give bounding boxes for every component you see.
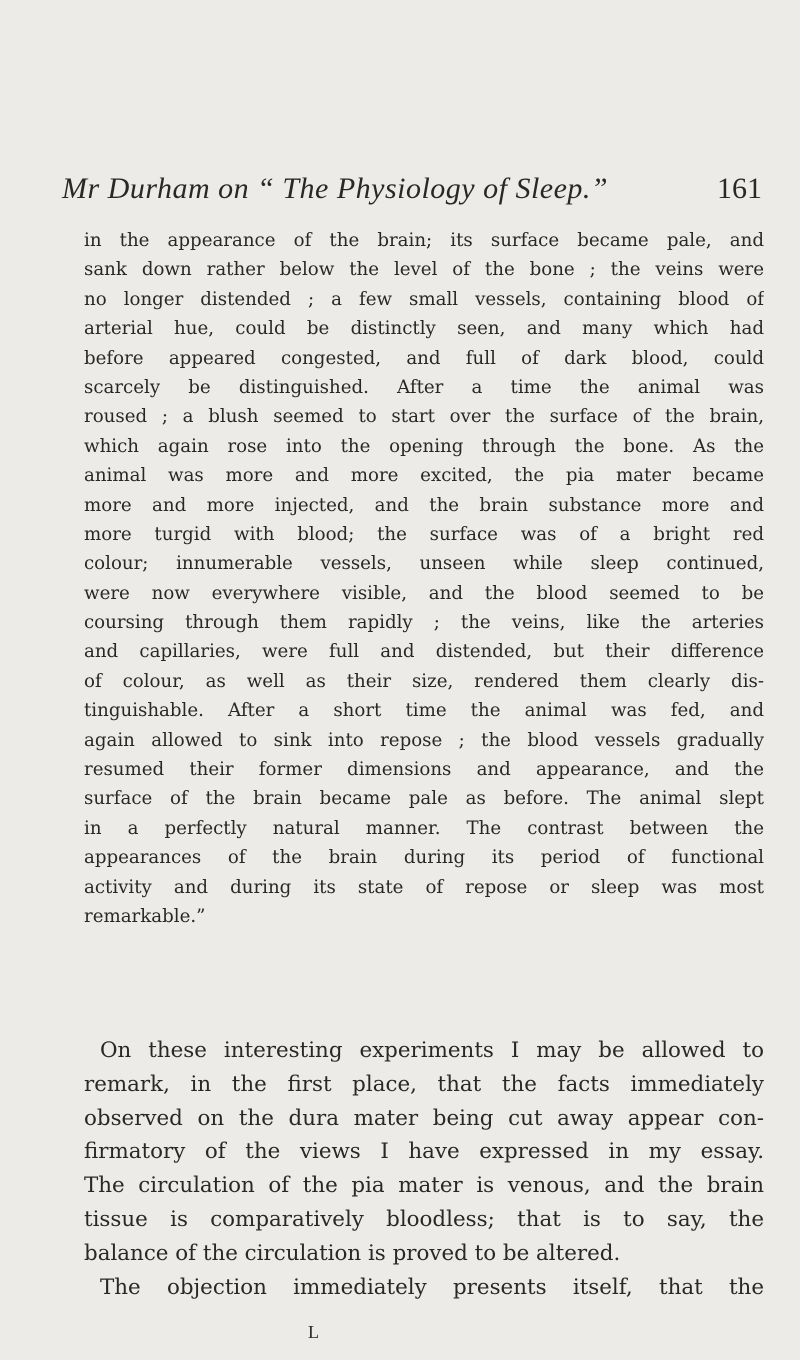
quote-line: were now everywhere visible, and the blood seemed to be bbox=[84, 582, 764, 604]
running-head bbox=[62, 172, 762, 216]
quote-line: arterial hue, could be distinctly seen, and many which had bbox=[84, 318, 764, 340]
quote-line: surface of the brain became pale as before. The animal slept bbox=[84, 788, 764, 810]
body-line: balance of the circulation is proved to be altered. bbox=[84, 1240, 621, 1266]
quote-line: activity and during its state of repose or sleep was most bbox=[84, 876, 764, 898]
body-line: firmatory of the views I have expressed in my essay. bbox=[84, 1139, 764, 1165]
quote-line: sank down rather below the level of the bone ; the veins were bbox=[84, 259, 764, 281]
signature-mark: L bbox=[308, 1322, 320, 1342]
quote-line: again allowed to sink into repose ; the blood vessels gradually bbox=[84, 729, 764, 751]
body-line: remark, in the first place, that the facts immediately bbox=[84, 1071, 764, 1097]
quote-line: more and more injected, and the brain substance more and bbox=[84, 494, 764, 516]
quote-line: tinguishable. After a short time the animal was fed, and bbox=[84, 700, 764, 722]
quote-line: in a perfectly natural manner. The contrast between the bbox=[84, 817, 764, 839]
quote-line: coursing through them rapidly ; the veins, like the arteries bbox=[84, 612, 764, 634]
body-line: tissue is comparatively bloodless; that is to say, the bbox=[84, 1206, 764, 1232]
body-line: The circulation of the pia mater is venous, and the brain bbox=[84, 1173, 764, 1199]
quote-line: roused ; a blush seemed to start over the surface of the brain, bbox=[84, 406, 764, 428]
page-number: 161 bbox=[717, 172, 762, 205]
quote-line: resumed their former dimensions and appearance, and the bbox=[84, 759, 764, 781]
body-line: On these interesting experiments I may be allowed to bbox=[100, 1038, 764, 1063]
quote-line: animal was more and more excited, the pia mater became bbox=[84, 465, 764, 487]
quote-line: before appeared congested, and full of dark blood, could bbox=[84, 347, 764, 369]
quote-line: of colour, as well as their size, rendered them clearly dis- bbox=[84, 670, 764, 692]
quote-line: which again rose into the opening through the bone. As the bbox=[84, 435, 764, 457]
running-title: Mr Durham on “ The Physiology of Sleep.” bbox=[62, 172, 609, 205]
quote-line: in the appearance of the brain; its surface became pale, and bbox=[84, 230, 764, 251]
quote-line: appearances of the brain during its period of functional bbox=[84, 847, 764, 869]
quote-line: scarcely be distinguished. After a time the animal was bbox=[84, 376, 764, 398]
quote-line: more turgid with blood; the surface was of a bright red bbox=[84, 523, 764, 545]
body-paragraph bbox=[84, 1034, 764, 1304]
quote-line: remarkable.” bbox=[84, 905, 206, 927]
body-line: observed on the dura mater being cut away appear con- bbox=[84, 1105, 764, 1131]
quote-line: and capillaries, were full and distended, but their difference bbox=[84, 641, 764, 663]
quoted-passage bbox=[84, 226, 764, 931]
quote-line: colour; innumerable vessels, unseen while sleep continued, bbox=[84, 553, 764, 575]
quote-line: no longer distended ; a few small vessels, containing blood of bbox=[84, 288, 764, 310]
body-line: The objection immediately presents itself, that the bbox=[100, 1274, 764, 1300]
